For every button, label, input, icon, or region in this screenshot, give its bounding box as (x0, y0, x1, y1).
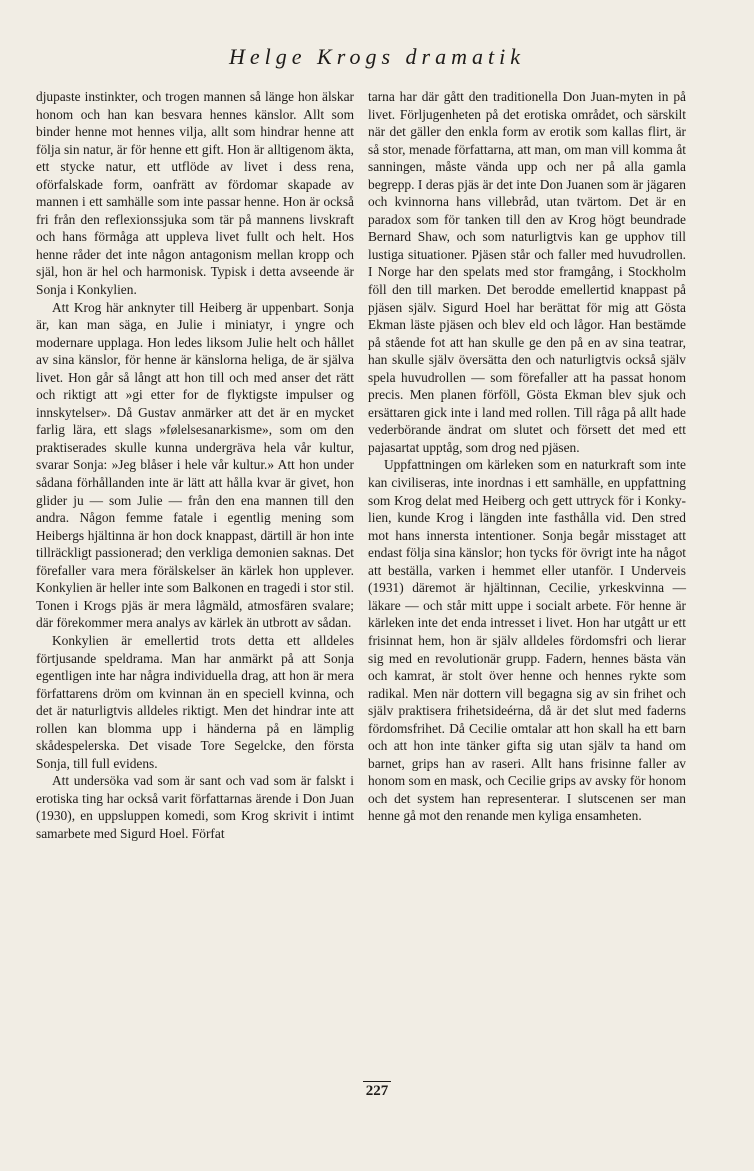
paragraph: tarna har där gått den traditionella Don Juan-myten in på livet. Förljugenheten på det erotiska området, och särskilt när det gäller den enkla form av erotik som kallas flirt, är så stor, menade författarna, att man, om man vill komma åt sanningen, måste vända upp och ner på alla gamla begrepp. I deras pjäs är det inte Don Juanen som är jägaren och kvinnorna hans villebråd, utan tvärtom. Det är en paradox som för tanken till den av Krog högt beundrade Bernard Shaw, och som naturligtvis kan ge upphov till lustiga situationer. Pjäsen står och faller med huvudrollen. I Norge har den spelats med stor framgång, i Stockholm föll den till marken. Det berodde emellertid knappast på pjäsen själv. Sigurd Hoel har berättat för mig att Gösta Ekman läste pjäsen och blev eld och lågor. Han bestämde på stående fot att han skulle ge den på en av sina teatrar, han skulle själv översätta den och naturligtvis också själv spela huvudrollen — som förefaller att ha passat honom precis. Men planen förföll, Gösta Ekman blev sjuk och ersättaren gick inte i land med rollen. Till råga på allt hade vederbörande ändrat om slutet och försett det med ett pajasartat upptåg, som drog ned pjäsen. (368, 89, 686, 455)
paragraph: Att Krog här anknyter till Heiberg är uppenbart. Sonja är, kan man säga, en Julie i miniatyr, i yngre och modernare upplaga. Hon ledes liksom Julie helt och hållet av sina känslor, för henne är känslorna heliga, de är själva livet. Hon går så långt att hon till och med anser det rätt och riktigt att »gi etter for de flyktigste impulser og innskytelser». Då Gustav anmärker att det är en mycket farlig lära, ett slags »følelsesanarkisme», som om den praktiserades skulle kunna undergräva hela vår kultur, svarar Sonja: »Jeg blåser i hele vår kultur.» Att hon under sådana förhållanden inte är lätt att hålla kvar är givet, hon glider ju — som Julie — från den ena mannen till den andra. Någon femme fatale i egentlig mening som Heibergs hjältinna är hon dock knappast, därtill är hon inte tillräckligt passionerad; den verkliga demonien saknas. Det förefaller vara mera förälskelser än kärlek hon upplever. Konkylien är heller inte som Balkonen en tragedi i stor stil. Tonen i Krogs pjäs är mera lågmäld, atmosfären svalare; där förekommer mera analys av kärlek än utbrott av sådan. (36, 299, 354, 631)
page-number: 227 (365, 1083, 389, 1099)
paragraph: Uppfattningen om kärleken som en naturkraft som inte kan civiliseras, inte inordnas i ett samhälle, en uppfattning som Krog delat med Heiberg och gett uttryck för i Konkylien, kunde Krog i längden inte fasthålla vid. Den stred mot hans innersta intentioner. Sonja begår misstaget att endast följa sina känslor; hon tycks för övrigt inte ha något att beställa, varken i hemmet eller utanför. I Underveis (1931) däremot är hjältinnan, Cecilie, yrkeskvinna — läkare — och står mitt uppe i socialt arbete. För henne är kärleken inte det enda intresset i livet. Hon har utgått ur ett frisinnat hem, hon är själv alldeles fördomsfri och lierar sig med en revolutionär grupp. Fadern, hennes bästa vän och kamrat, är stolt över henne och hennes rykte som radikal. Men när dottern vill begagna sig av sin frihet och själv praktisera frihetsideérna, då är det slut med faderns fördomsfrihet. Då Cecilie omtalar att hon skall ha ett barn och att hon inte tänker gifta sig utan själv ta hand om barnet, grips han av raseri. Allt hans frisinne faller av honom som en mask, och Cecilie grips av avsky för honom och det system han representerar. I slutscenen ser man henne gå mot den renande men kyliga ensamheten. (368, 457, 686, 824)
paragraph: Konkylien är emellertid trots detta ett alldeles förtjusande speldrama. Man har anmärkt på att Sonja egentligen inte har några individuella drag, att hon är mera författarens dröm om kvinnan än en speciell kvinna, och det är naturligtvis alldeles riktigt. Men det hindrar inte att rollen kan blomma upp i händerna på en lämplig skådespelerska. Det visade Tore Segelcke, den första Sonja, till full evidens. (36, 632, 354, 771)
paragraph: djupaste instinkter, och trogen mannen så länge hon älskar honom och han kan besvara hennes känslor. Allt som binder henne mot hennes vilja, allt som hindrar henne att följa sin natur, är för henne ett gift. Hon är alltigenom äkta, ett stycke natur, ett utflöde av livet i dess rena, oförfalskade form, oanfrätt av fördomar skapade av mannen i ett samhälle som inte passar henne. Hon är också fri från den reflexionssjuka som tär på mannens livskraft och hans förmåga att uppleva livet fullt och helt. Hos henne råder det inte någon antagonism mellan kropp och själ, hon är hel och harmonisk. Typisk i detta avseende är Sonja i Konkylien. (36, 89, 354, 298)
left-column (36, 88, 354, 843)
page-number-rule (363, 1081, 391, 1082)
running-title: Helge Krogs dramatik (229, 44, 525, 69)
right-column (368, 88, 686, 825)
paragraph: Att undersöka vad som är sant och vad som är falskt i erotiska ting har också varit författarnas ärende i Don Juan (1930), en uppsluppen komedi, som Krog skrivit i intimt samarbete med Sigurd Hoel. Förfat (36, 773, 354, 841)
